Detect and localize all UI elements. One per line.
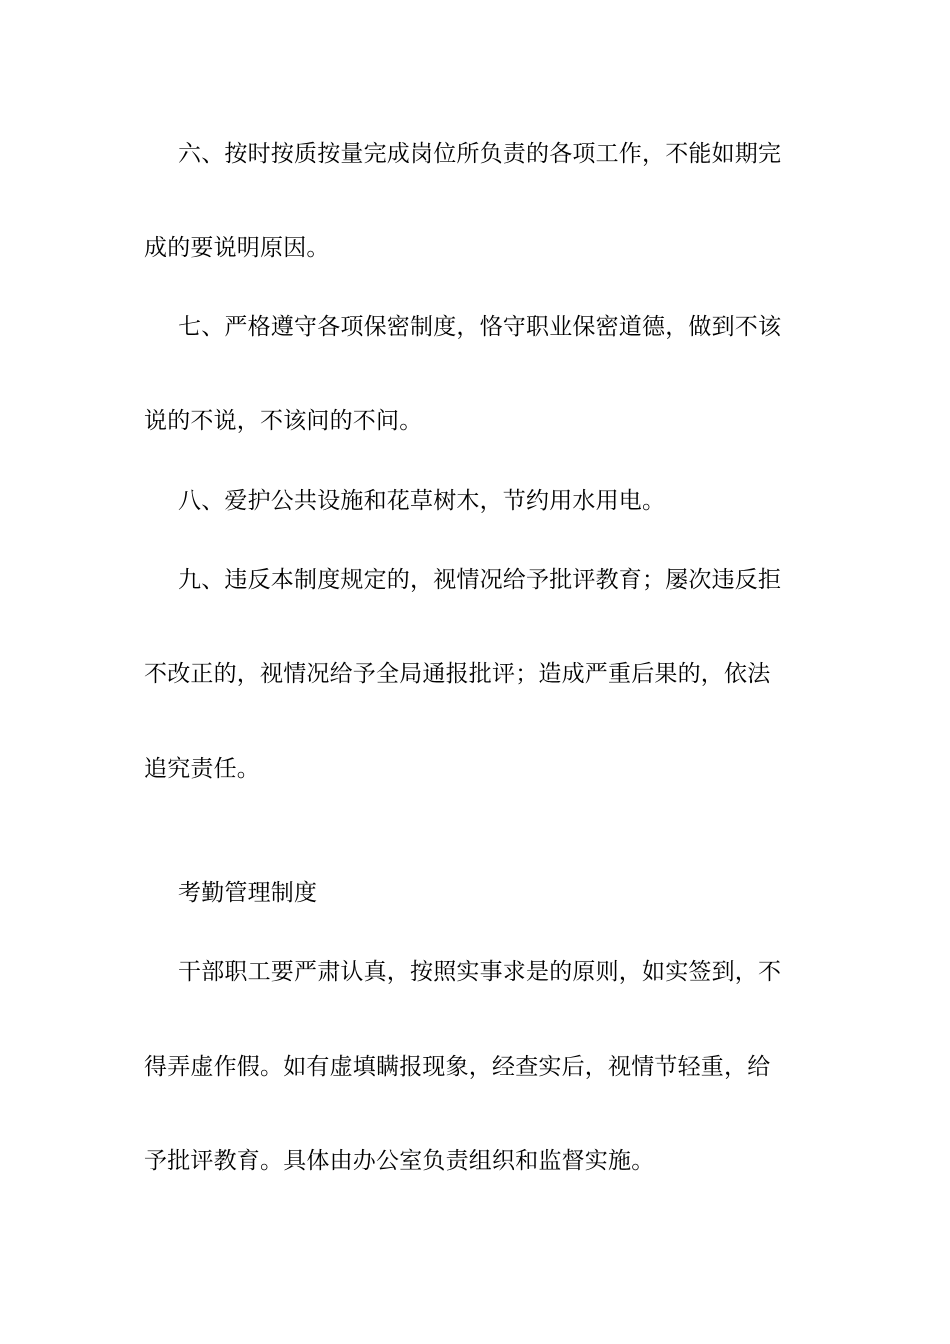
- section-nine-line-3: 追究责任。: [144, 756, 260, 782]
- section-seven-line-2: 说的不说，不该问的不问。: [144, 408, 423, 434]
- section-nine-line-2: 不改正的，视情况给予全局通报批评；造成严重后果的，依法: [144, 661, 771, 687]
- attendance-body-line-2: 得弄虚作假。如有虚填瞒报现象，经查实后，视情节轻重，给: [144, 1054, 771, 1080]
- section-seven-line-1: 七、严格遵守各项保密制度，恪守职业保密道德，做到不该: [178, 314, 782, 340]
- section-nine-line-1: 九、违反本制度规定的，视情况给予批评教育；屡次违反拒: [178, 567, 782, 593]
- section-six-line-2: 成的要说明原因。: [144, 235, 330, 261]
- attendance-title: 考勤管理制度: [178, 880, 318, 906]
- attendance-body-line-1: 干部职工要严肃认真，按照实事求是的原则，如实签到，不: [178, 959, 782, 985]
- section-six-line-1: 六、按时按质按量完成岗位所负责的各项工作，不能如期完: [178, 141, 782, 167]
- attendance-body-line-3: 予批评教育。具体由办公室负责组织和监督实施。: [144, 1148, 655, 1174]
- section-eight-line-1: 八、爱护公共设施和花草树木，节约用水用电。: [178, 488, 666, 514]
